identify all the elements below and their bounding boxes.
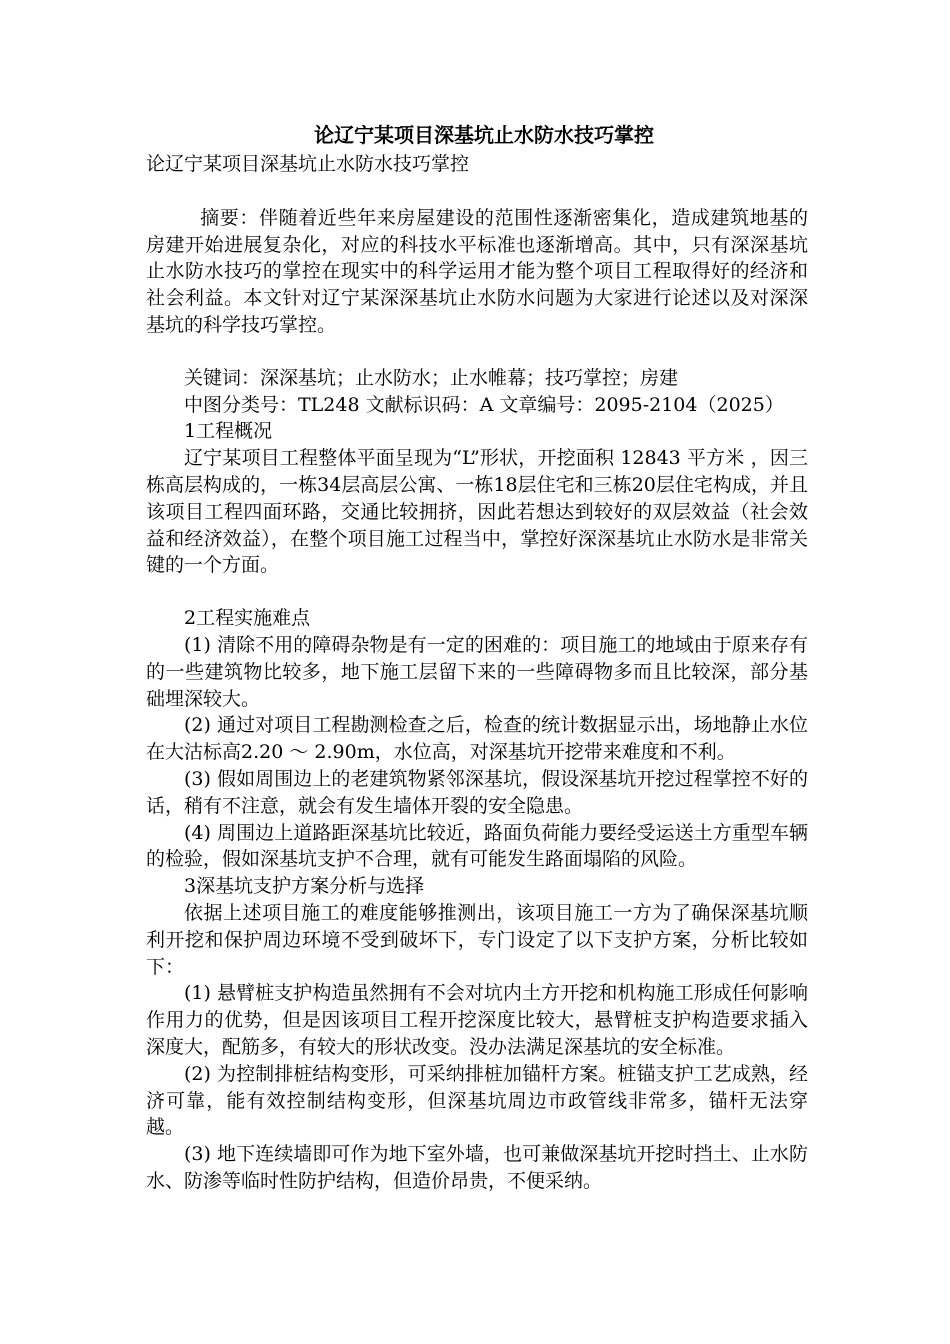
section-3-item-1: (1) 悬臂桩支护构造虽然拥有不会对坑内土方开挖和机构施工形成任何影响作用力的优势，但是因该项目工程开挖深度比较大，悬臂桩支护构造要求插入深度大，配筋多，有较大的形状改变。没办法满足深基坑的安全标准。 (146, 982, 808, 1058)
section-2-item-2: (2) 通过对项目工程勘测检查之后，检查的统计数据显示出，场地静止水位在大沽标高2.20 ～ 2.90m，水位高，对深基坑开挖带来难度和不利。 (146, 714, 808, 764)
section-3-intro: 依据上述项目施工的难度能够推测出，该项目施工一方为了确保深基坑顺利开挖和保护周边环境不受到破坏下，专门设定了以下支护方案，分析比较如下： (146, 901, 808, 978)
document-page (146, 121, 808, 1195)
section-2-item-1: (1) 清除不用的障碍杂物是有一定的困难的：项目施工的地域由于原来存有的一些建筑物比较多，地下施工层留下来的一些障碍物多而且比较深，部分基础埋深较大。 (146, 633, 808, 710)
section-3-item-2: (2) 为控制排桩结构变形，可采纳排桩加锚杆方案。桩锚支护工艺成熟，经济可靠，能有效控制结构变形，但深基坑周边市政管线非常多，锚杆无法穿越。 (146, 1062, 808, 1139)
section-1-heading: 1工程概况 (184, 420, 273, 443)
section-2-heading: 2工程实施难点 (184, 607, 311, 630)
section-3-item-3: (3) 地下连续墙即可作为地下室外墙，也可兼做深基坑开挖时挡土、止水防水、防渗等临时性防护结构，但造价昂贵，不便采纳。 (146, 1143, 808, 1192)
section-1-paragraph: 辽宁某项目工程整体平面呈现为“L”形状，开挖面积 12843 平方米 ，因三栋高层构成的，一栋34层高层公寓、一栋18层住宅和三栋20层住宅构成，并且该项目工程四面环路，交通比较拥挤，因此若想达到较好的双层效益（社会效益和经济效益），在整个项目施工过程当中，掌控好深深基坑止水防水是非常关键的一个方面。 (146, 447, 808, 577)
keywords-line: 关键词：深深基坑；止水防水；止水帷幕；技巧掌控；房建 (184, 366, 679, 389)
document-subtitle: 论辽宁某项目深基坑止水防水技巧掌控 (146, 153, 470, 175)
section-2-item-4: (4) 周围边上道路距深基坑比较近，路面负荷能力要经受运送土方重型车辆的检验，假如深基坑支护不合理，就有可能发生路面塌陷的风险。 (146, 821, 808, 871)
section-2-item-3: (3) 假如周围边上的老建筑物紧邻深基坑，假设深基坑开挖过程掌控不好的话，稍有不注意，就会有发生墙体开裂的安全隐患。 (146, 767, 808, 817)
section-3-heading: 3深基坑支护方案分析与选择 (184, 875, 425, 898)
classification-line: 中图分类号：TL248 文献标识码：A 文章编号：2095-2104（2025） (184, 393, 784, 416)
document-title: 论辽宁某项目深基坑止水防水技巧掌控 (314, 123, 654, 147)
abstract-paragraph: 摘要：伴随着近些年来房屋建设的范围性逐渐密集化，造成建筑地基的房建开始进展复杂化，对应的科技水平标准也逐渐增高。其中，只有深深基坑止水防水技巧的掌控在现实中的科学运用才能为整个项目工程取得好的经济和社会利益。本文针对辽宁某深深基坑止水防水问题为大家进行论述以及对深深基坑的科学技巧掌控。 (146, 206, 808, 336)
